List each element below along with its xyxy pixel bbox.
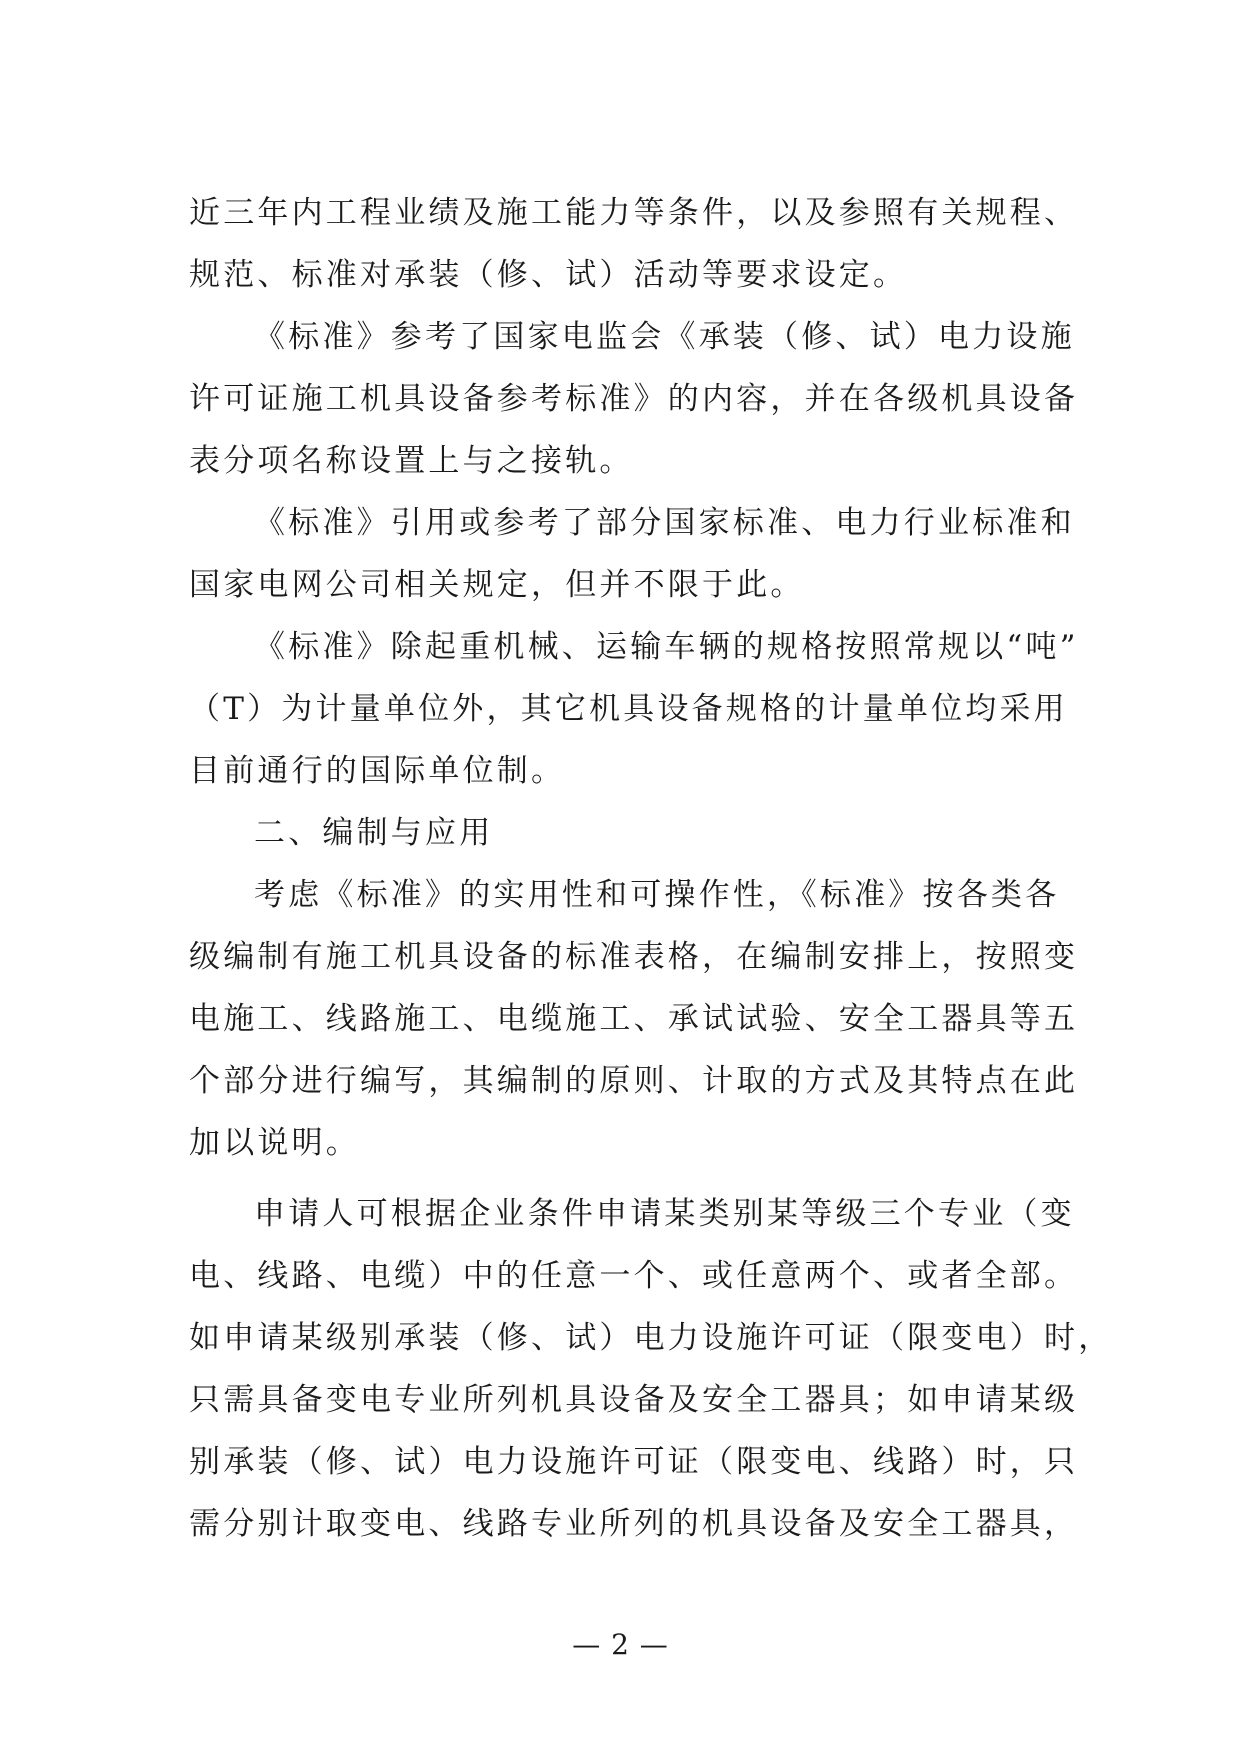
text-line: 个部分进行编写，其编制的原则、计取的方式及其特点在此 xyxy=(189,1063,1079,1099)
text-line: 考虑《标准》的实用性和可操作性，《标准》按各类各 xyxy=(254,877,1060,913)
text-line: 电施工、线路施工、电缆施工、承试试验、安全工器具等五 xyxy=(189,1001,1079,1037)
text-line: 只需具备变电专业所列机具设备及安全工器具；如申请某级 xyxy=(189,1382,1079,1418)
text-line: 加以说明。 xyxy=(189,1125,360,1161)
text-line: 《标准》参考了国家电监会《承装（修、试）电力设施 xyxy=(254,319,1075,355)
text-line: 电、线路、电缆）中的任意一个、或任意两个、或者全部。 xyxy=(189,1258,1079,1294)
page-number: — 2 — xyxy=(572,1628,669,1661)
text-line: 表分项名称设置上与之接轨。 xyxy=(189,443,634,479)
text-line: 需分别计取变电、线路专业所列的机具设备及安全工器具， xyxy=(189,1506,1079,1542)
text-line: 如申请某级别承装（修、试）电力设施许可证（限变电）时， xyxy=(189,1320,1113,1356)
text-line: 国家电网公司相关规定，但并不限于此。 xyxy=(189,567,805,603)
text-line: 许可证施工机具设备参考标准》的内容，并在各级机具设备 xyxy=(189,381,1079,417)
text-line: 近三年内工程业绩及施工能力等条件，以及参照有关规程、 xyxy=(189,195,1079,231)
text-line: 级编制有施工机具设备的标准表格，在编制安排上，按照变 xyxy=(189,939,1079,975)
section-heading: 二、编制与应用 xyxy=(254,815,494,851)
text-line: 目前通行的国际单位制。 xyxy=(189,753,566,789)
text-line: 《标准》除起重机械、运输车辆的规格按照常规以“吨” xyxy=(254,629,1079,665)
text-line: 《标准》引用或参考了部分国家标准、电力行业标准和 xyxy=(254,505,1075,541)
text-line: 规范、标准对承装（修、试）活动等要求设定。 xyxy=(189,257,908,293)
text-line: 别承装（修、试）电力设施许可证（限变电、线路）时，只 xyxy=(189,1444,1079,1480)
text-line: （T）为计量单位外，其它机具设备规格的计量单位均采用 xyxy=(189,691,1068,727)
text-line: 申请人可根据企业条件申请某类别某等级三个专业（变 xyxy=(254,1196,1075,1232)
